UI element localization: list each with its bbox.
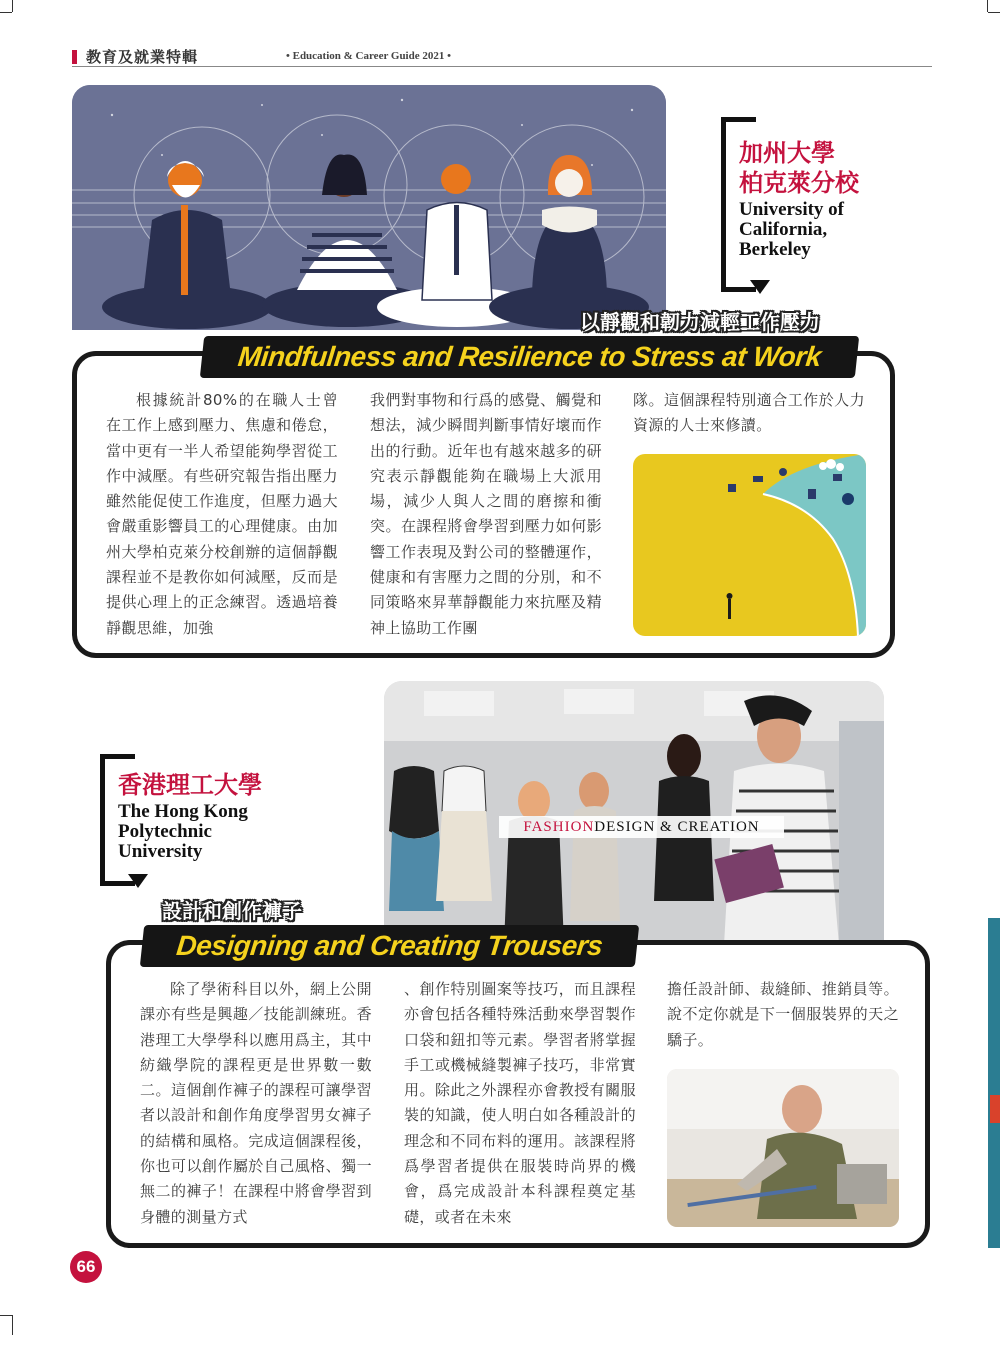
wave-illustration (633, 454, 866, 636)
article-column-2 (370, 388, 602, 641)
meditation-illustration (72, 85, 666, 330)
article-body-paragraph: 隊。這個課程特別適合工作於人力資源的人士來修讀。 (633, 391, 865, 435)
article-body-paragraph: 擔任設計師、裁縫師、推銷員等。說不定你就是下一個服裝界的天之驕子。 (667, 980, 899, 1049)
crop-mark-top-left-v (12, 0, 13, 12)
article-body-paragraph: 根據統計80%的在職人士曾在工作上感到壓力、焦慮和倦怠，當中更有一半人希望能夠學習從工作中減壓。有些研究報告指出壓力雖然能促使工作進度，但壓力過大會嚴重影響員工的心理健康。由加州大學柏克萊分校創辦的這個靜觀課程並不是教你如何減壓，反而是提供心理上的正念練習。透過培養靜觀思維，加強 (106, 391, 338, 637)
article-body-paragraph: 我們對事物和行爲的感覺、觸覺和想法，減少瞬間判斷事情好壞而作出的行動。近年也有越來越多的研究表示靜觀能夠在職場上大派用場，減少人與人之間的磨擦和衝突。在課程將會學習到壓力如何影響工作表現及對公司的整體運作，健康和有害壓力之間的分別，和不同策略來昇華靜觀能力來抗壓及精神上協助工作團 (370, 391, 602, 637)
page-number: 66 (70, 1251, 102, 1283)
article-body-paragraph: 除了學術科目以外，網上公開課亦有些是興趣／技能訓練班。香港理工大學學科以應用爲主，其中紡織學院的課程更是世界數一數二。這個創作褲子的課程可讓學習者以設計和創作角度學習男女褲子的結構和風格。完成這個課程後，你也可以創作屬於自己風格、獨一無二的褲子！在課程中將會學習到身體的測量方式 (140, 980, 372, 1226)
article-column-2 (404, 977, 636, 1230)
crop-mark-top-right-v (987, 0, 988, 12)
page-edge-tab (988, 918, 1000, 1248)
university-name-en-line3: University (118, 841, 203, 862)
article-title-en: Designing and Creating Trousers (175, 930, 605, 961)
header-section-title: 教育及就業特輯 (86, 48, 199, 66)
article-title-banner (200, 336, 859, 378)
tailor-photo-art (667, 1069, 899, 1227)
university-name-en-line2: Polytechnic (118, 821, 212, 842)
university-name-en-line1: The Hong Kong (118, 801, 248, 822)
fashion-classroom-photo-art (384, 681, 884, 945)
article-body-paragraph: 、創作特別圖案等技巧，而且課程亦會包括各種特殊活動來學習製作口袋和鈕扣等元素。學習者將掌握手工或機械縫製褲子技巧，非常實用。除此之外課程亦會教授有關服裝的知識，使人明白如各種設計的理念和不同布料的運用。該課程將爲學習者提供在服裝時尚界的機會，爲完成設計本科課程奠定基礎，或者在未來 (404, 980, 636, 1226)
article-column-1 (140, 977, 372, 1230)
university-name-en-line1: University of (739, 199, 845, 220)
crop-mark-top-right (988, 12, 1000, 13)
article-column-1 (106, 388, 338, 641)
article-title-en: Mindfulness and Resilience to Stress at Work (236, 341, 823, 372)
article-title-banner (140, 925, 639, 967)
university-name-en-line3: Berkeley (739, 239, 811, 260)
crop-mark-bottom-left (0, 1315, 12, 1316)
header-section-subtitle: • Education & Career Guide 2021 • (286, 50, 451, 62)
university-name-zh-line2: 柏克萊分校 (739, 168, 859, 197)
fashion-classroom-photo (384, 681, 884, 945)
photo-caption-part-a: FASHION (523, 819, 595, 835)
university-name-zh-line1: 加州大學 (739, 138, 835, 167)
tailor-photo (667, 1069, 899, 1227)
article-column-3 (633, 388, 865, 439)
university-name-en-line2: California, (739, 219, 828, 240)
photo-caption-fashion (499, 816, 784, 838)
article-subtitle-zh: 設計和創作褲子 (162, 899, 302, 923)
article-column-3 (667, 977, 899, 1053)
wave-illustration-art (633, 454, 866, 636)
speech-tail (750, 280, 770, 294)
university-name-zh: 香港理工大學 (118, 770, 262, 799)
photo-caption-part-b: DESIGN & CREATION (594, 819, 760, 835)
speech-tail (128, 874, 148, 888)
university-label-polyu (118, 770, 318, 862)
meditation-illustration-art (72, 85, 666, 330)
article-subtitle-zh: 以靜觀和韌力減輕工作壓力 (580, 310, 820, 334)
university-label-berkeley (739, 138, 899, 260)
header-accent-bar (72, 50, 77, 64)
page-edge-tab-accent (990, 1095, 1000, 1123)
crop-mark-bottom-left-v (12, 1315, 13, 1335)
running-header (72, 46, 932, 67)
crop-mark-top-left (0, 12, 12, 13)
